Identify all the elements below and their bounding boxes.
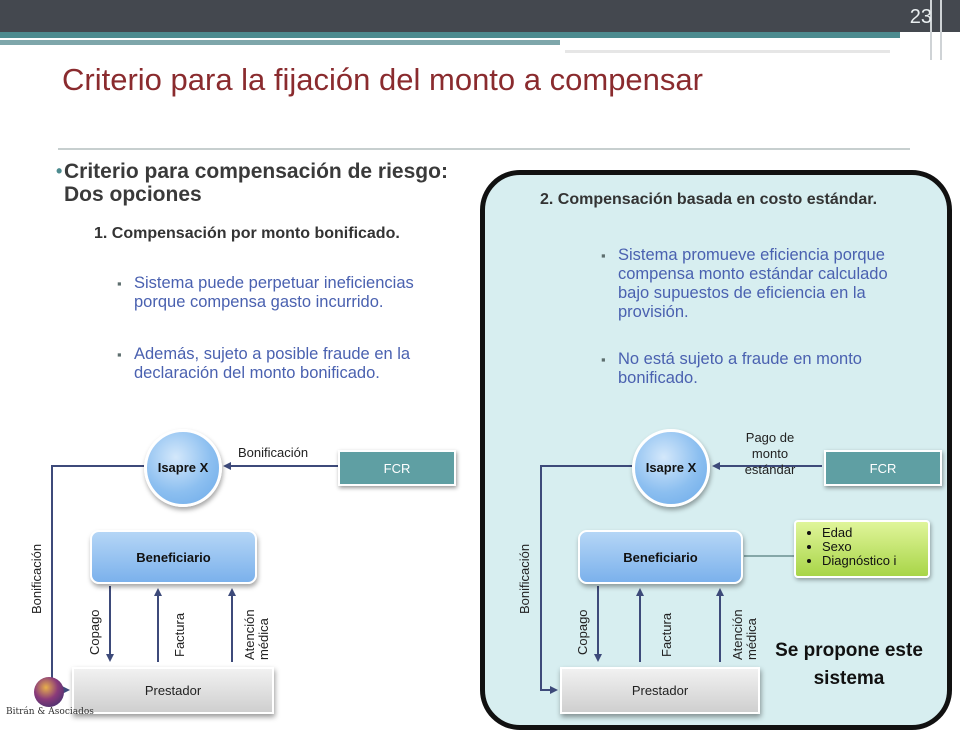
option-2-bullet-text: No está sujeto a fraude en monto bonificado. [618, 350, 862, 387]
sub-bullet-marker: ▪ [601, 248, 606, 263]
label-factura: Factura [172, 612, 187, 657]
fcr-node: FCR [824, 450, 942, 486]
proposal-callout: Se propone este sistema [775, 640, 923, 689]
company-logo-text: Bitrán & Asociados [6, 707, 94, 717]
slide-number: 23 [909, 6, 932, 28]
vertical-label-bonificacion: Bonificación [29, 543, 44, 614]
prestador-node: Prestador [560, 667, 760, 714]
risk-factors-box [794, 520, 930, 578]
option-1-title: Compensación por monto bonificado. [111, 225, 400, 242]
label-atencion-medica: Atención médica [242, 609, 271, 660]
sub-bullet-marker: ▪ [117, 276, 122, 291]
slide-title: Criterio para la fijación del monto a compensar [62, 62, 703, 97]
bullet-dot: • [56, 161, 63, 181]
sub-bullet-marker: ▪ [117, 347, 122, 362]
arrow-label-bonificacion: Bonificación [238, 445, 309, 460]
label-atencion-medica: Atención médica [730, 609, 759, 660]
option-1-number: 1. [94, 225, 108, 242]
company-logo [34, 677, 64, 707]
label-factura: Factura [659, 612, 674, 657]
factor-item: • Sexo [822, 540, 928, 554]
option-2-number: 2. [540, 191, 554, 208]
option-1-bullet-text: Sistema puede perpetuar ineficiencias porque compensa gasto incurrido. [134, 274, 414, 311]
main-bullet-text: Criterio para compensación de riesgo: Dos opciones [64, 160, 448, 206]
beneficiario-node: Beneficiario [578, 530, 743, 584]
factor-item: • Edad [822, 526, 928, 540]
option-2-bullet-text: Sistema promueve eficiencia porque compensa monto estándar calculado bajo supuestos de eficiencia en la provisión. [618, 246, 888, 321]
isapre-node: Isapre X [144, 429, 222, 507]
beneficiario-node: Beneficiario [90, 530, 257, 584]
label-copago: Copago [575, 609, 590, 655]
option-2-title: Compensación basada en costo estándar. [557, 191, 878, 208]
label-copago: Copago [87, 609, 102, 655]
sub-bullet-marker: ▪ [601, 352, 606, 367]
vertical-label-bonificacion: Bonificación [517, 543, 532, 614]
arrow-label-pago-estandar: Pago de monto estándar [744, 430, 796, 477]
option-1-bullet-text: Además, sujeto a posible fraude en la declaración del monto bonificado. [134, 345, 411, 382]
isapre-node: Isapre X [632, 429, 710, 507]
fcr-node: FCR [338, 450, 456, 486]
factor-item: • Diagnóstico i [822, 554, 928, 568]
prestador-node: Prestador [72, 667, 274, 714]
